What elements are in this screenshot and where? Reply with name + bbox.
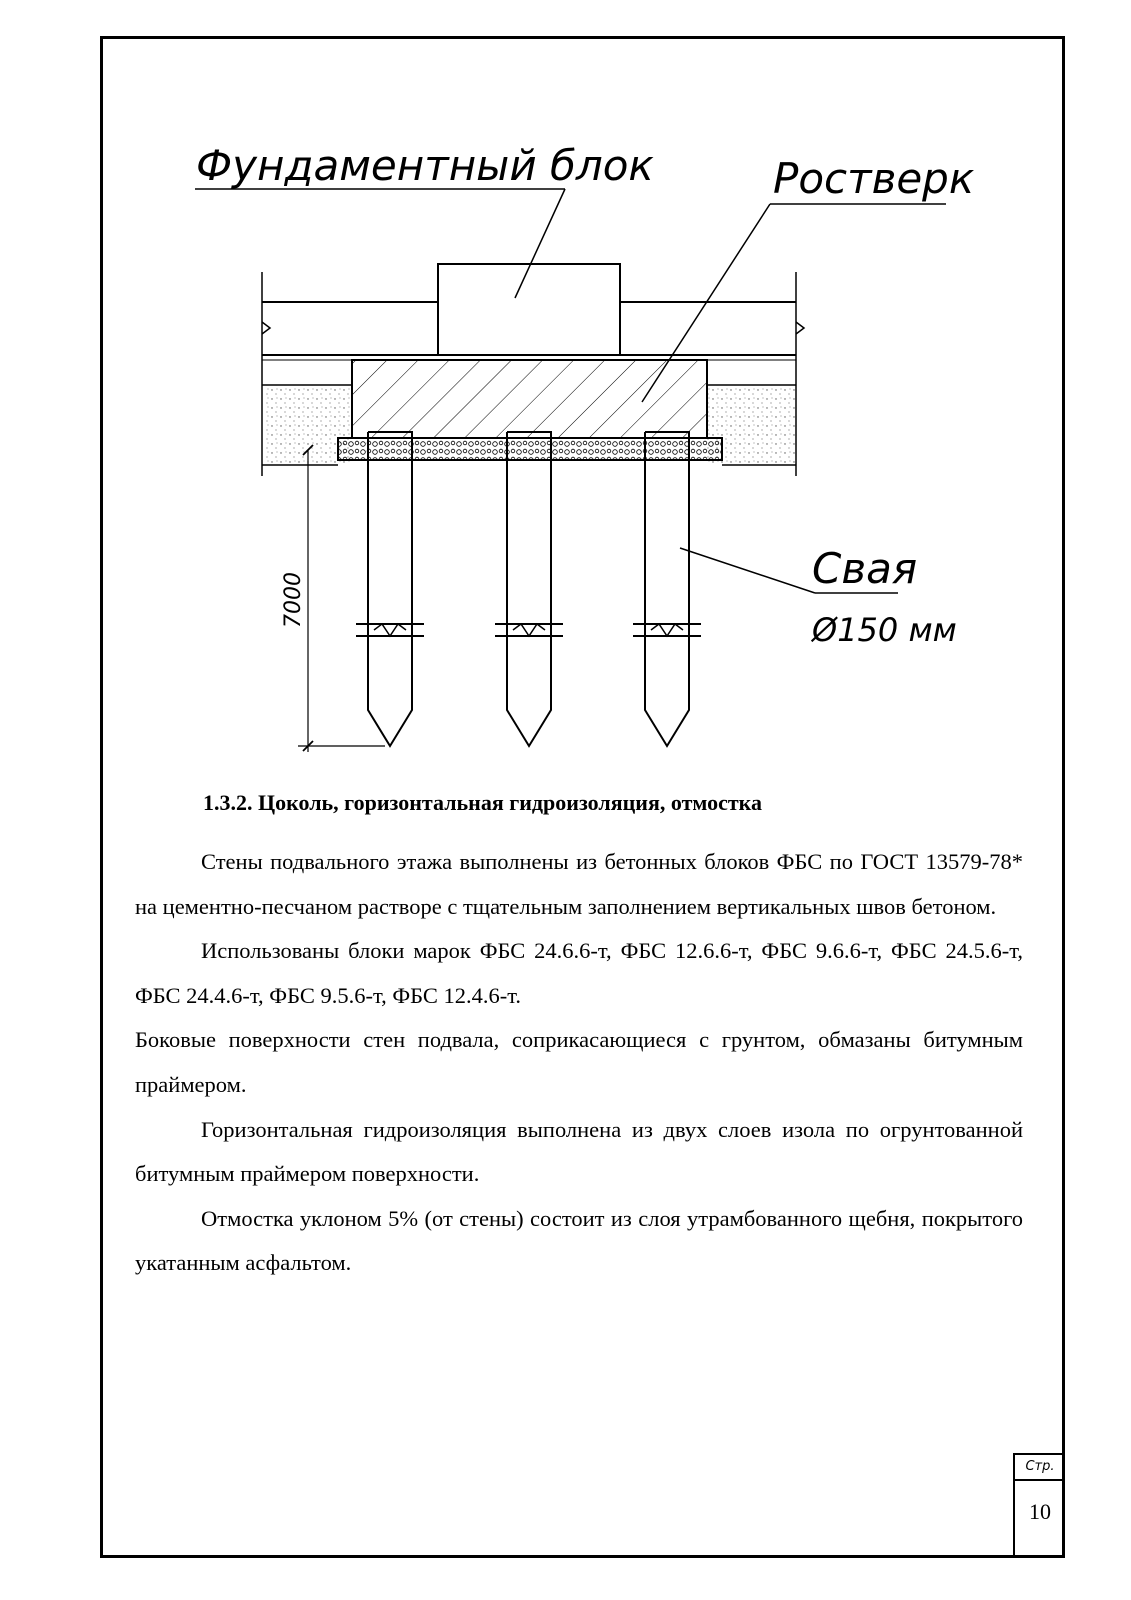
paragraph-blocks: Использованы блоки марок ФБС 24.6.6-т, ФБС 12.6.6-т, ФБС 9.6.6-т, ФБС 24.5.6-т, ФБС 24.4.6-т, ФБС 9.5.6-т, ФБС 12.4.6-т. [135,938,1023,1008]
paragraph-coating: Боковые поверхности стен подвала, соприкасающиеся с грунтом, обмазаны битумным праймером. [135,1027,1023,1097]
dimension-value: 7000 [281,572,306,628]
foundation-block [438,264,620,355]
pile-3 [633,432,701,746]
stamp-label: Стр. [1015,1455,1065,1481]
paragraph-walls: Стены подвального этажа выполнены из бетонных блоков ФБС по ГОСТ 13579-78* на цементно-песчаном растворе с тщательным заполнением вертикальных швов бетоном. [135,849,1023,919]
label-pile-diameter: Ø150 мм [812,611,957,649]
paragraph-blind-area: Отмостка уклоном 5% (от стены) состоит из слоя утрамбованного щебня, покрытого укатанным асфальтом. [135,1205,1023,1276]
label-foundation-block: Фундаментный блок [196,141,654,190]
paragraph-waterproofing: Горизонтальная гидроизоляция выполнена из двух слоев изола по огрунтованной битумным праймером поверхности. [135,1116,1023,1187]
pile-1 [356,432,424,746]
label-pile: Свая [812,544,918,593]
gravel-bedding [338,438,722,460]
dimension-line [298,445,385,752]
foundation-drawing [0,0,1131,790]
label-grillage: Ростверк [773,154,975,203]
pile-2 [495,432,563,746]
section-body [135,840,1023,1286]
page-number: 10 [1029,1499,1051,1524]
page-stamp [1013,1453,1065,1558]
grillage [352,360,707,438]
section-heading: 1.3.2. Цоколь, горизонтальная гидроизоляция, отмостка [203,790,763,815]
